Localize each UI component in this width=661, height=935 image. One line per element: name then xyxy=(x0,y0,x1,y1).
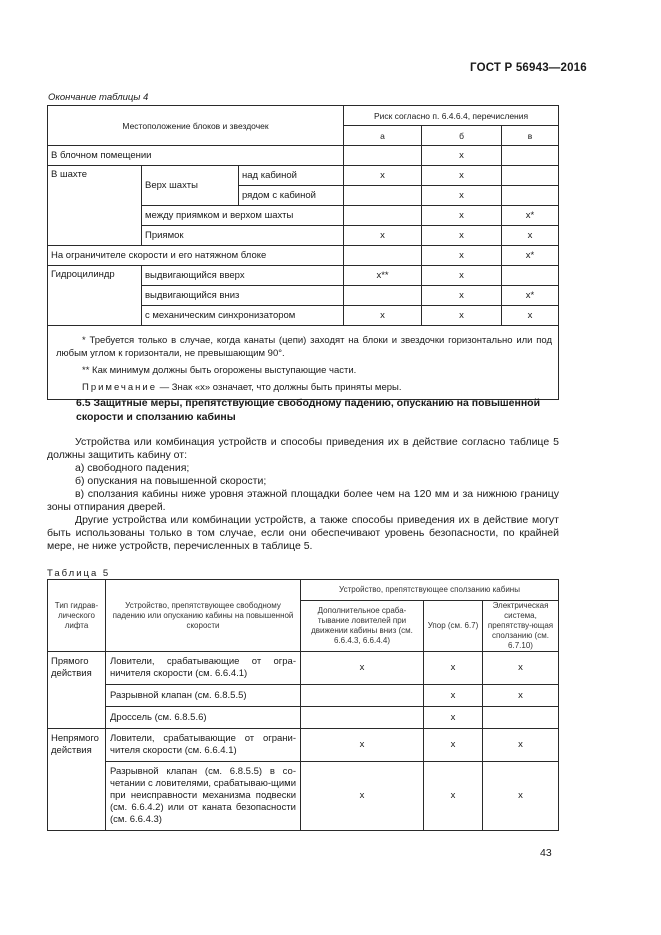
row-label: Дроссель (см. 6.8.5.6) xyxy=(106,707,301,729)
cell-a xyxy=(344,146,422,166)
header-v: в xyxy=(502,126,559,146)
table4-header-row xyxy=(48,106,559,126)
cell-stop: x xyxy=(424,762,483,831)
cell-a: x xyxy=(344,166,422,186)
cell-b: x xyxy=(422,146,502,166)
section-body xyxy=(47,436,559,553)
header-electric: Электрическая система, препятству-ющая сползанию (см. 6.7.10) xyxy=(483,601,559,652)
cell-b: x xyxy=(422,166,502,186)
table-row xyxy=(48,166,559,186)
list-item: в) сползания кабины ниже уровня этажной площадки более чем на 120 мм и за нижнюю границу зоны отпирания дверей. xyxy=(47,488,559,513)
row-label: Разрывной клапан (см. 6.8.5.5) в со-четании с ловителями, срабатываю-щими при неисправности механизма подвески (см. 6.6.4.2) или от каната безопасности (см. 6.6.4.3) xyxy=(106,762,301,831)
cell-catchers: x xyxy=(301,762,424,831)
table-row xyxy=(48,266,559,286)
row-label: Разрывной клапан (см. 6.8.5.5) xyxy=(106,685,301,707)
cell-a xyxy=(344,206,422,226)
row-label: выдвигающийся вниз xyxy=(142,286,344,306)
cell-a: x xyxy=(344,306,422,326)
page-number: 43 xyxy=(540,847,552,859)
cell-v xyxy=(502,166,559,186)
cell-b: x xyxy=(422,246,502,266)
cell-b: x xyxy=(422,206,502,226)
cell-electric xyxy=(483,707,559,729)
cell-stop: x xyxy=(424,707,483,729)
cell-catchers xyxy=(301,707,424,729)
cell-electric: x xyxy=(483,685,559,707)
cell-v: x xyxy=(502,306,559,326)
header-b: б xyxy=(422,126,502,146)
list-item: а) свободного падения; xyxy=(75,462,190,474)
table-row xyxy=(48,685,559,707)
header-stop: Упор (см. 6.7) xyxy=(424,601,483,652)
list-item: б) опускания на повышенной скорости; xyxy=(75,475,267,487)
table-row xyxy=(48,246,559,266)
table-row xyxy=(48,729,559,762)
cell-catchers xyxy=(301,685,424,707)
table-row xyxy=(48,762,559,831)
row-label: между приямком и верхом шахты xyxy=(142,206,344,226)
row-label: Ловители, срабатывающие от огра-ничителя скорости (см. 6.6.4.1) xyxy=(106,652,301,685)
header-risk: Риск согласно п. 6.4.6.4, перечисления xyxy=(344,106,559,126)
cell-electric: x xyxy=(483,652,559,685)
cell-b: x xyxy=(422,226,502,246)
row-label: над кабиной xyxy=(239,166,344,186)
paragraph: Устройства или комбинация устройств и способы приведения их в действие согласно таблице 5 должны защитить кабину от: xyxy=(47,436,559,461)
cell-v xyxy=(502,266,559,286)
table-row xyxy=(48,707,559,729)
cell-stop: x xyxy=(424,729,483,762)
table-5 xyxy=(47,579,559,831)
cell-a: x xyxy=(344,226,422,246)
row-label: с механическим синхронизатором xyxy=(142,306,344,326)
group-shaft: В шахте xyxy=(48,166,142,246)
table-row xyxy=(48,146,559,166)
row-label: Приямок xyxy=(142,226,344,246)
footnote-1: * Требуется только в случае, когда канаты (цепи) заходят на блоки и звездочки горизонтально или под любым углом к горизонтали, не превышающим 90°. xyxy=(48,326,559,363)
cell-v: x xyxy=(502,226,559,246)
header-catchers: Дополнительное сраба-тывание ловителей при движении кабины вниз (см. 6.6.4.3, 6.6.4.4) xyxy=(301,601,424,652)
standard-designation: ГОСТ Р 56943—2016 xyxy=(470,62,587,74)
cell-electric: x xyxy=(483,762,559,831)
cell-a xyxy=(344,186,422,206)
header-freefall: Устройство, препятствующее свободному падению или опусканию кабины на повышенной скорости xyxy=(106,580,301,652)
row-label: На ограничителе скорости и его натяжном блоке xyxy=(48,246,344,266)
cell-catchers: x xyxy=(301,729,424,762)
table5-header-row xyxy=(48,580,559,601)
cell-b: x xyxy=(422,186,502,206)
cell-b: x xyxy=(422,306,502,326)
cell-v xyxy=(502,186,559,206)
cell-v: x* xyxy=(502,206,559,226)
group-indirect: Непрямого действия xyxy=(48,729,106,831)
group-direct: Прямого действия xyxy=(48,652,106,729)
table4-note-row xyxy=(48,362,559,379)
cell-v: x* xyxy=(502,286,559,306)
note-label: Примечание xyxy=(82,382,157,393)
group-shaft-top: Верх шахты xyxy=(142,166,239,206)
cell-catchers: x xyxy=(301,652,424,685)
table4-caption: Окончание таблицы 4 xyxy=(48,92,149,103)
group-hydro: Гидроцилиндр xyxy=(48,266,142,326)
table-4 xyxy=(47,105,559,400)
table4-note-row xyxy=(48,326,559,363)
row-label: В блочном помещении xyxy=(48,146,344,166)
cell-b: x xyxy=(422,266,502,286)
cell-b: x xyxy=(422,286,502,306)
cell-v: x* xyxy=(502,246,559,266)
cell-stop: x xyxy=(424,652,483,685)
header-a: а xyxy=(344,126,422,146)
cell-a: x** xyxy=(344,266,422,286)
header-type: Тип гидрав-лического лифта xyxy=(48,580,106,652)
cell-electric: x xyxy=(483,729,559,762)
paragraph: Другие устройства или комбинации устройств, а также способы приведения их в действие могут быть использованы только в том случае, если они обеспечивают уровень безопасности, по крайней мере, не ниже устройств, перечисленных в таблице 5. xyxy=(47,514,559,552)
table-row xyxy=(48,652,559,685)
footnote-2: ** Как минимум должны быть огорожены выступающие части. xyxy=(48,362,559,379)
row-label: выдвигающийся вверх xyxy=(142,266,344,286)
note-text: — Знак «x» означает, что должны быть приняты меры. xyxy=(157,382,402,393)
cell-a xyxy=(344,246,422,266)
cell-a xyxy=(344,286,422,306)
header-creep: Устройство, препятствующее сползанию кабины xyxy=(301,580,559,601)
header-location: Местоположение блоков и звездочек xyxy=(48,106,344,146)
table5-label: Таблица 5 xyxy=(47,568,111,579)
row-label: рядом с кабиной xyxy=(239,186,344,206)
cell-stop: x xyxy=(424,685,483,707)
row-label: Ловители, срабатывающие от ограни-чителя скорости (см. 6.6.4.1) xyxy=(106,729,301,762)
section-heading: 6.5 Защитные меры, препятствующие свободному падению, опусканию на повышенной скорости и сползанию кабины xyxy=(76,397,541,423)
cell-v xyxy=(502,146,559,166)
